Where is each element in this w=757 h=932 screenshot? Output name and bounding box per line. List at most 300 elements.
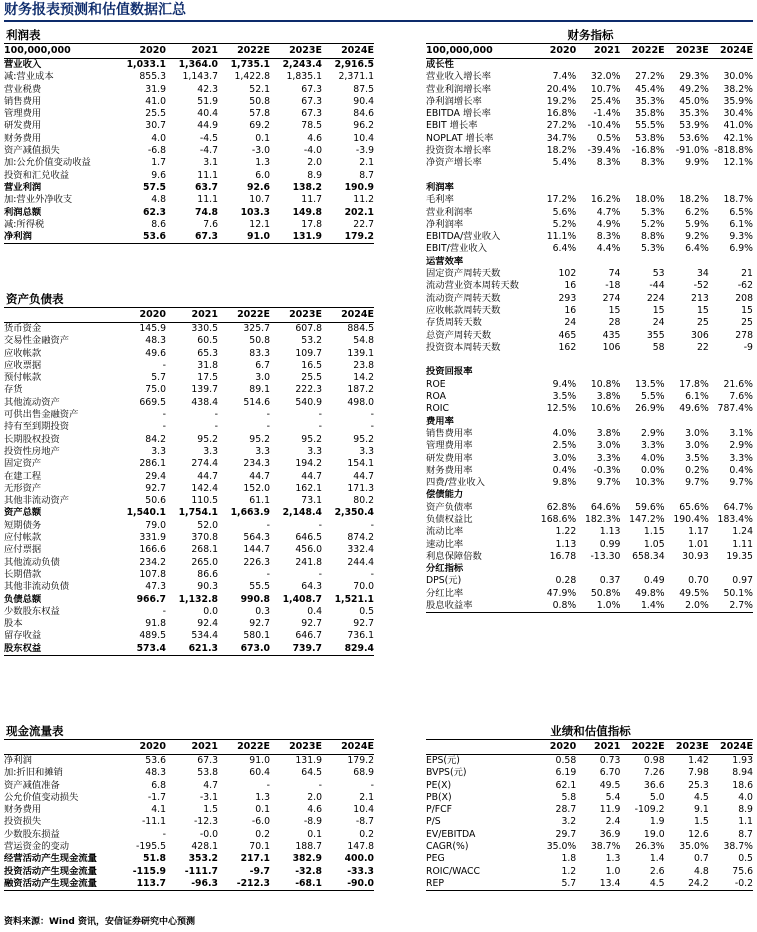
table-cell: 113.7 <box>136 877 166 889</box>
table-cell: -9.7 <box>249 865 270 877</box>
table-cell: 0.4% <box>552 464 577 476</box>
row-label: 其他非流动资产 <box>4 495 70 507</box>
table-cell: 14.2 <box>353 372 374 384</box>
table-cell: 35.3% <box>635 95 665 107</box>
table-cell: - <box>370 519 374 531</box>
table-cell <box>709 170 753 182</box>
table-cell: 17.5 <box>197 372 218 384</box>
table-cell: 673.0 <box>240 642 270 654</box>
table-cell: 18.2% <box>546 145 577 157</box>
table-cell: -10.4% <box>587 120 621 132</box>
section-category-row <box>426 563 753 575</box>
table-cell: 54.8 <box>353 335 374 347</box>
row-label: EBIT/营业收入 <box>426 243 487 255</box>
table-cell: - <box>214 421 218 433</box>
table-cell: 19.0 <box>643 828 665 840</box>
table-row <box>426 780 753 792</box>
table-cell: 49.8% <box>635 587 665 599</box>
row-label: PB(X) <box>426 791 452 803</box>
table-cell: -109.2 <box>634 804 665 816</box>
section-category-row <box>426 416 753 428</box>
table-cell: 1.22 <box>555 526 577 538</box>
table-cell: 2.0 <box>307 157 322 169</box>
table-cell: 0.73 <box>599 755 621 766</box>
table-cell: 1,408.7 <box>282 593 322 605</box>
table-cell: 90.4 <box>353 95 374 107</box>
table-cell: - <box>318 568 322 580</box>
table-cell: 2,148.4 <box>282 507 322 519</box>
table-cell: 19.2% <box>546 95 577 107</box>
row-label: 加:营业外净收支 <box>4 194 73 206</box>
table-cell <box>665 354 709 366</box>
table-cell: 1,735.1 <box>230 59 270 70</box>
table-cell: 16.8% <box>546 108 577 120</box>
table-cell: 4.0 <box>738 791 753 803</box>
table-cell: 30.0% <box>723 71 753 83</box>
table-cell: 21.6% <box>723 378 753 390</box>
table-cell: 60.4 <box>249 767 270 779</box>
table-cell: -44 <box>649 280 665 292</box>
table-cell: 0.4% <box>729 464 753 476</box>
row-label: 流动资产周转天数 <box>426 292 501 304</box>
table-row <box>426 379 753 391</box>
table-cell <box>665 563 709 575</box>
income-statement-title: 利润表 <box>4 28 374 44</box>
table-row <box>4 618 374 630</box>
table-cell: - <box>162 409 166 421</box>
table-cell: 2.1 <box>359 791 374 803</box>
table-cell: 0.2 <box>359 828 374 840</box>
table-row <box>4 84 374 96</box>
table-cell: 1.1 <box>738 816 753 828</box>
table-row <box>4 878 374 890</box>
table-cell: - <box>370 409 374 421</box>
table-cell: 50.1% <box>723 587 753 599</box>
table-cell: 5.5% <box>640 391 665 403</box>
table-cell: 9.7% <box>685 477 709 489</box>
table-cell: 168.6% <box>540 513 577 525</box>
table-cell: 95.2 <box>353 433 374 445</box>
table-row <box>4 434 374 446</box>
table-cell: 0.28 <box>555 575 577 587</box>
table-cell <box>709 256 753 268</box>
table-cell: 4.0% <box>552 427 577 439</box>
year-header: 2020 <box>139 741 166 752</box>
table-row <box>426 755 753 767</box>
table-cell: 32.0% <box>590 71 621 83</box>
table-cell: 80.2 <box>353 495 374 507</box>
table-cell: 67.3 <box>301 95 322 107</box>
table-cell: 19.35 <box>726 550 753 562</box>
balance-sheet-title: 资产负债表 <box>4 292 374 308</box>
row-label: 投资资本周转天数 <box>426 341 501 353</box>
table-cell: 131.9 <box>295 755 322 766</box>
row-label: 资产减值损失 <box>4 145 60 157</box>
indicators-header-row <box>426 44 753 59</box>
table-cell: 739.7 <box>292 642 322 654</box>
row-label: 货币资金 <box>4 323 42 334</box>
table-cell: 53 <box>652 268 665 280</box>
table-cell: - <box>214 409 218 421</box>
table-cell <box>709 182 753 194</box>
table-cell: 8.3% <box>596 157 621 169</box>
table-cell: 51.9 <box>197 95 218 107</box>
table-cell: 5.3% <box>640 206 665 218</box>
table-cell: 1,364.0 <box>178 59 218 70</box>
table-cell: 35.8% <box>635 108 665 120</box>
table-cell: 166.6 <box>139 544 166 556</box>
table-cell: 7.4% <box>552 71 577 83</box>
table-cell: 78.5 <box>301 120 322 132</box>
table-cell: 4.8 <box>694 865 709 877</box>
table-row <box>4 594 374 606</box>
year-header: 2020 <box>549 741 577 752</box>
table-cell <box>620 256 664 268</box>
table-cell: 1.8 <box>561 853 577 865</box>
valuation-header-row <box>426 740 753 755</box>
table-cell: 4.0 <box>151 132 166 144</box>
table-row <box>426 477 753 489</box>
table-row <box>426 841 753 853</box>
table-cell: 8.9 <box>738 804 753 816</box>
table-cell: 514.6 <box>243 396 270 408</box>
table-cell: 573.4 <box>136 642 166 654</box>
table-cell: 16 <box>564 304 577 316</box>
table-cell: 8.7 <box>738 828 753 840</box>
table-cell: 2,243.4 <box>282 59 322 70</box>
table-cell: 0.4 <box>307 605 322 617</box>
table-cell: 49.6 <box>145 347 166 359</box>
table-row <box>4 569 374 581</box>
table-cell: 67.3 <box>195 231 218 243</box>
year-header: 2021 <box>191 741 218 752</box>
table-cell: 3.3% <box>729 452 753 464</box>
table-cell: 10.3% <box>635 477 665 489</box>
table-cell: 9.6 <box>151 169 166 181</box>
table-row <box>426 588 753 600</box>
row-label: 交易性金融资产 <box>4 335 70 347</box>
table-cell: 3.3 <box>307 445 322 457</box>
table-cell: 0.58 <box>555 755 577 766</box>
row-label: 资产减值准备 <box>4 779 60 791</box>
table-cell: 18.2% <box>679 194 709 206</box>
table-cell: 17.8 <box>301 218 322 230</box>
table-cell: -3.0 <box>251 145 270 157</box>
row-label: 营运资金的变动 <box>4 841 70 853</box>
table-cell: -68.1 <box>295 877 322 889</box>
table-cell <box>576 170 620 182</box>
table-cell: 4.5 <box>694 791 709 803</box>
table-cell <box>576 354 620 366</box>
table-cell: 16.5 <box>301 359 322 371</box>
table-row <box>4 133 374 145</box>
table-cell: 5.2% <box>552 218 577 230</box>
row-label: EBITDA 增长率 <box>426 108 491 120</box>
row-label: 利息保障倍数 <box>426 550 482 562</box>
table-cell: 1,143.7 <box>182 71 218 83</box>
table-cell: 75.6 <box>732 865 753 877</box>
row-label: 投资性房地产 <box>4 445 60 457</box>
table-cell: 2.9% <box>640 427 665 439</box>
row-label: EPS(元) <box>426 755 460 766</box>
table-cell: 355 <box>646 329 665 341</box>
table-cell: 5.6% <box>552 206 577 218</box>
table-row <box>4 360 374 372</box>
table-cell: 86.6 <box>197 568 218 580</box>
table-row <box>426 526 753 538</box>
table-cell: 607.8 <box>295 323 322 334</box>
row-label: CAGR(%) <box>426 841 469 853</box>
table-cell <box>576 563 620 575</box>
table-row <box>426 293 753 305</box>
balance-sheet-panel <box>4 292 374 656</box>
financial-indicators-panel <box>426 28 753 613</box>
table-cell <box>665 366 709 378</box>
table-cell: 1.9 <box>649 816 665 828</box>
year-header: 2024E <box>341 45 374 56</box>
row-label: 净资产增长率 <box>426 157 482 169</box>
table-cell: 331.9 <box>139 532 166 544</box>
row-label: ROA <box>426 391 446 403</box>
table-cell: 1.3 <box>255 157 270 169</box>
table-cell: 3.0 <box>255 372 270 384</box>
table-cell: 2.4 <box>605 816 621 828</box>
table-cell: 6.2% <box>685 206 709 218</box>
table-cell: 44.7 <box>301 470 322 482</box>
table-cell: 145.9 <box>139 323 166 334</box>
table-cell: - <box>266 519 270 531</box>
table-row <box>426 391 753 403</box>
table-cell: 13.4 <box>599 877 621 889</box>
table-cell: 8.3% <box>596 231 621 243</box>
table-cell: 70.1 <box>249 841 270 853</box>
table-cell: 48.3 <box>145 767 166 779</box>
table-cell: 1,835.1 <box>286 71 322 83</box>
table-cell: 966.7 <box>136 593 166 605</box>
table-cell: 244.4 <box>347 556 374 568</box>
row-label: 分红比率 <box>426 587 464 599</box>
table-cell: 91.8 <box>145 618 166 630</box>
table-cell: 1,521.1 <box>334 593 374 605</box>
table-cell <box>709 563 753 575</box>
table-cell: - <box>266 421 270 433</box>
row-label: ROE <box>426 378 446 390</box>
table-cell: 736.1 <box>347 630 374 642</box>
row-label: 财务费用率 <box>426 464 473 476</box>
row-label: 长期股权投资 <box>4 433 60 445</box>
table-cell: 179.2 <box>347 755 374 766</box>
table-row <box>426 145 753 157</box>
table-cell: 10.7 <box>249 194 270 206</box>
table-row <box>426 428 753 440</box>
row-label: 成长性 <box>426 59 454 70</box>
table-cell: 1.4% <box>640 600 665 612</box>
table-cell: 7.98 <box>688 767 709 779</box>
table-cell: -39.4% <box>587 145 621 157</box>
table-cell: 47.9% <box>546 587 577 599</box>
table-cell <box>532 489 576 501</box>
row-label: 存货周转天数 <box>426 317 482 329</box>
table-cell: 31.9 <box>145 83 166 95</box>
table-cell: 5.0 <box>649 791 665 803</box>
table-cell: 29.7 <box>555 828 577 840</box>
table-cell: 3.3 <box>151 445 166 457</box>
table-cell: -6.8 <box>147 145 166 157</box>
row-label: 其他流动资产 <box>4 396 60 408</box>
year-header: 2023E <box>675 741 709 752</box>
table-cell: 3.8% <box>596 391 621 403</box>
table-cell: 0.2 <box>255 828 270 840</box>
table-row <box>426 71 753 83</box>
table-cell: -96.3 <box>191 877 218 889</box>
table-cell: -11.1 <box>141 816 166 828</box>
table-cell: 25.5 <box>145 108 166 120</box>
table-cell <box>620 366 664 378</box>
table-cell: 1,540.1 <box>126 507 166 519</box>
table-cell: 580.1 <box>243 630 270 642</box>
table-cell: -8.7 <box>355 816 374 828</box>
table-cell: 36.6 <box>643 779 665 791</box>
table-cell: 103.3 <box>240 206 270 218</box>
table-cell: 8.9 <box>307 169 322 181</box>
table-cell: 646.5 <box>295 532 322 544</box>
table-cell: 6.8 <box>151 779 166 791</box>
table-cell: 55.5% <box>635 120 665 132</box>
table-cell: 10.4 <box>353 132 374 144</box>
table-cell: -62 <box>737 280 753 292</box>
table-cell <box>576 182 620 194</box>
table-row <box>426 305 753 317</box>
table-cell: - <box>162 828 166 840</box>
table-cell: 73.1 <box>301 495 322 507</box>
section-category-row <box>426 366 753 378</box>
row-label: 应付帐款 <box>4 532 42 544</box>
table-cell: 44.9 <box>197 120 218 132</box>
row-label: 少数股东损益 <box>4 828 60 840</box>
table-cell: 24 <box>652 317 665 329</box>
table-cell: 11.2 <box>353 194 374 206</box>
table-row <box>426 280 753 292</box>
table-cell <box>620 563 664 575</box>
row-label: 净利润率 <box>426 218 464 230</box>
row-label: 投资资本增长率 <box>426 145 492 157</box>
table-cell: 92.7 <box>301 618 322 630</box>
row-label: 研发费用率 <box>426 452 473 464</box>
row-label: 投资回报率 <box>426 366 473 378</box>
table-cell <box>532 256 576 268</box>
table-cell: 1,132.8 <box>178 593 218 605</box>
table-cell: 3.2 <box>561 816 577 828</box>
table-cell: 8.6 <box>151 218 166 230</box>
table-cell: 4.6 <box>307 132 322 144</box>
table-row <box>4 108 374 120</box>
table-cell: -32.8 <box>295 865 322 877</box>
table-cell: - <box>162 605 166 617</box>
table-cell: 1,422.8 <box>234 71 270 83</box>
table-cell: -818.8% <box>714 145 753 157</box>
table-cell: 265.0 <box>191 556 218 568</box>
unit-label: 100,000,000 <box>426 45 493 56</box>
table-cell: 12.1% <box>723 157 753 169</box>
row-label: 无形资产 <box>4 482 42 494</box>
row-label: 资产总额 <box>4 507 42 519</box>
row-label: EBITDA/营业收入 <box>426 231 501 243</box>
table-cell: 139.7 <box>191 384 218 396</box>
year-header: 2022E <box>237 741 270 752</box>
table-row <box>426 243 753 255</box>
table-cell: 3.3 <box>255 445 270 457</box>
table-cell <box>665 256 709 268</box>
table-row <box>426 133 753 145</box>
table-cell <box>709 59 753 71</box>
table-cell: 47.3 <box>145 581 166 593</box>
table-cell: 64.3 <box>301 581 322 593</box>
table-cell: 226.3 <box>243 556 270 568</box>
table-cell: 61.1 <box>249 495 270 507</box>
row-label: 管理费用 <box>4 108 42 120</box>
table-cell: 4.1 <box>151 804 166 816</box>
table-cell: -3.9 <box>355 145 374 157</box>
table-cell: 658.34 <box>632 550 665 562</box>
row-label: 投资损失 <box>4 816 42 828</box>
row-label: 加:折旧和摊销 <box>4 767 63 779</box>
income-header-row <box>4 44 374 59</box>
table-cell: 30.4% <box>723 108 753 120</box>
table-cell: 62.8% <box>546 501 577 513</box>
row-label: 偿债能力 <box>426 489 464 501</box>
table-cell: 9.8% <box>552 477 577 489</box>
table-cell: 60.5 <box>197 335 218 347</box>
table-cell: 28.7 <box>555 804 577 816</box>
table-cell: 89.1 <box>249 384 270 396</box>
table-cell <box>576 416 620 428</box>
row-label: 流动比率 <box>426 526 464 538</box>
table-cell: 11.7 <box>301 194 322 206</box>
year-header: 2022E <box>237 45 270 56</box>
table-cell: 6.0 <box>255 169 270 181</box>
table-cell: 142.4 <box>191 482 218 494</box>
table-cell: 52.0 <box>197 519 218 531</box>
table-cell: 62.3 <box>143 206 166 218</box>
table-row <box>4 348 374 360</box>
table-cell: 44.7 <box>249 470 270 482</box>
table-cell: 6.1% <box>729 218 753 230</box>
income-statement-panel <box>4 28 374 244</box>
table-row <box>426 342 753 354</box>
valuation-title: 业绩和估值指标 <box>426 724 753 740</box>
table-row <box>4 458 374 470</box>
row-label: 少数股东权益 <box>4 605 60 617</box>
table-row <box>4 816 374 828</box>
table-cell: 787.4% <box>717 403 753 415</box>
row-label: DPS(元) <box>426 575 462 587</box>
table-cell: 92.6 <box>247 181 270 193</box>
table-row <box>4 507 374 519</box>
table-row <box>426 120 753 132</box>
year-header: 2020 <box>549 45 577 56</box>
table-cell: 9.9% <box>685 157 709 169</box>
table-cell <box>620 416 664 428</box>
table-cell: 884.5 <box>347 323 374 334</box>
table-cell: 0.0 <box>203 605 218 617</box>
row-label: P/S <box>426 816 441 828</box>
table-row <box>426 866 753 878</box>
row-label: 运营效率 <box>426 255 464 267</box>
table-cell: 18.6 <box>732 779 753 791</box>
table-cell: 30.7 <box>145 120 166 132</box>
table-cell: 4.7% <box>596 206 621 218</box>
table-row <box>426 539 753 551</box>
